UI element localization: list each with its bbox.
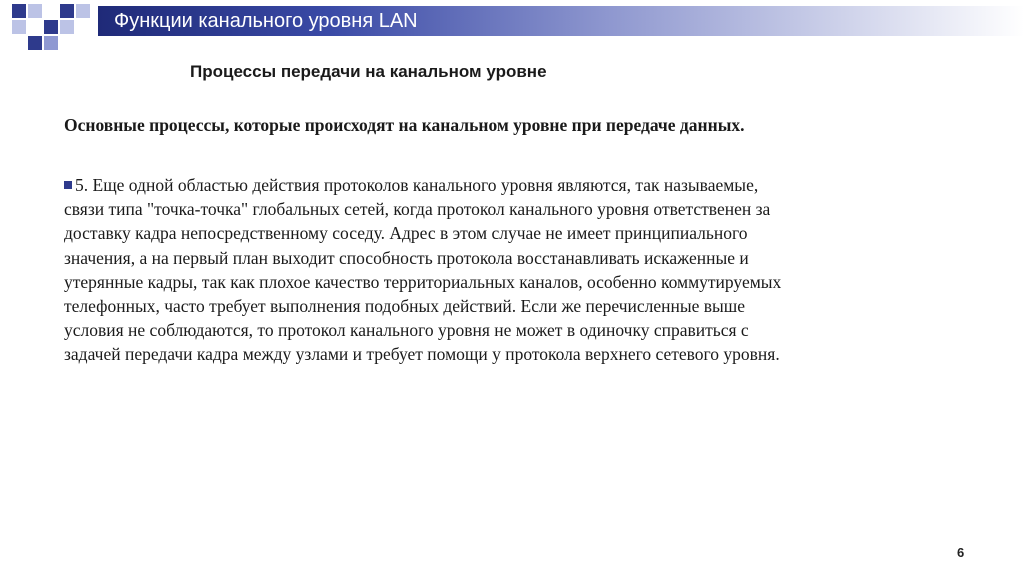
paragraph-line: телефонных, часто требует выполнения подобных действий. Если же перечисленные выше — [64, 296, 746, 317]
square-bullet-icon — [64, 181, 72, 189]
paragraph-line: утерянные кадры, так как плохое качество территориальных каналов, особенно коммутируемых — [64, 271, 782, 292]
square-decor — [60, 4, 74, 18]
title-bar — [98, 6, 1024, 36]
square-decor — [28, 36, 42, 50]
paragraph-line: связи типа "точка-точка" глобальных сетей, когда протокол канального уровня ответственен за — [64, 199, 771, 220]
paragraph-line: задачей передачи кадра между узлами и требует помощи у протокола верхнего сетевого уровня. — [64, 344, 780, 365]
square-decor — [60, 20, 74, 34]
square-decor — [76, 4, 90, 18]
square-decor — [28, 4, 42, 18]
paragraph-line: условия не соблюдаются, то протокол канального уровня не может в одиночку справиться с — [64, 320, 749, 341]
paragraph-line: значения, а на первый план выходит способность протокола восстанавливать искаженные и — [64, 247, 749, 268]
slide-heading: Процессы передачи на канальном уровне — [190, 62, 547, 81]
paragraph-line: 5. Еще одной областью действия протоколов канального уровня являются, так называемые, — [64, 173, 964, 197]
paragraph-line: доставку кадра непосредственному соседу. Адрес в этом случае не имеет принципиального — [64, 223, 748, 244]
body-paragraph — [64, 173, 964, 367]
square-decor — [12, 4, 26, 18]
slide-title: Функции канального уровня LAN — [114, 10, 418, 32]
square-decor — [12, 20, 26, 34]
square-decor — [44, 36, 58, 50]
slide-subheading: Основные процессы, которые происходят на канальном уровне при передаче данных. — [64, 115, 745, 135]
page-number: 6 — [957, 545, 965, 560]
square-decor — [44, 20, 58, 34]
